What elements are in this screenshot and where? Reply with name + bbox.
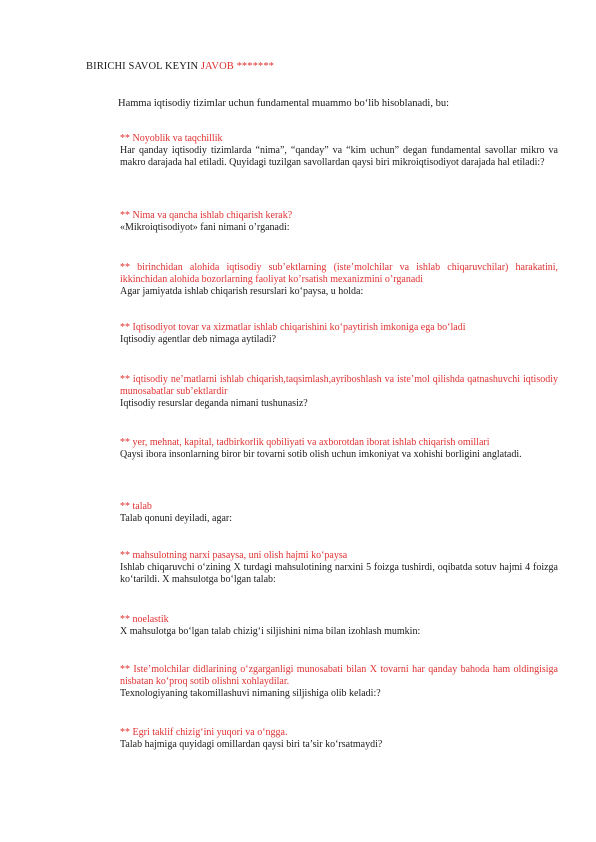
answer-text: ** noelastik xyxy=(120,614,169,625)
page-title xyxy=(86,61,274,72)
question-text: X mahsulotga bo‘lgan talab chizig‘i siljishini nima bilan izohlash mumkin: xyxy=(120,626,421,638)
answer-text: ** Noyoblik va taqchillik xyxy=(120,133,223,144)
question-text: Agar jamiyatda ishlab chiqarish resurslari ko‘paysa, u holda: xyxy=(120,286,364,298)
qa-block xyxy=(120,727,558,751)
answer-text: ** talab xyxy=(120,501,152,512)
qa-block xyxy=(120,550,558,587)
answer-text: ** Nima va qancha ishlab chiqarish kerak? xyxy=(120,210,293,221)
answer-text: ** yer, mehnat, kapital, tadbirkorlik qobiliyati va axborotdan iborat ishlab chiqarish omillari xyxy=(120,437,490,448)
answer-text: ** Iqtisodiyot tovar va xizmatlar ishlab chiqarishini ko‘paytirish imkoniga ega bo‘ladi xyxy=(120,322,466,333)
answer-text: ** birinchidan alohida iqtisodiy sub’ektlarning (iste’molchilar va ishlab chiqaruvchilar) harakatini, ikkinchidan alohida bozorlarning faoliyat ko’rsatish mexanizmini o’rganadi xyxy=(120,262,558,286)
qa-block xyxy=(120,374,558,411)
qa-block xyxy=(120,664,558,701)
question-text: Ishlab chiqaruvchi o‘zining X turdagi mahsulotining narxini 5 foizga tushirdi, oqibatda sotuv hajmi 4 foizga ko‘tarildi. X mahsulotga bo‘lgan talab: xyxy=(120,562,558,586)
qa-block xyxy=(120,614,558,638)
question-text: Talab hajmiga quyidagi omillardan qaysi biri ta’sir ko‘rsatmaydi? xyxy=(120,739,383,751)
title-highlight: JAVOB ******* xyxy=(200,61,275,72)
intro-question: Hamma iqtisodiy tizimlar uchun fundamental muammo bo‘lib hisoblanadi, bu: xyxy=(118,98,449,109)
qa-block xyxy=(120,501,558,525)
answer-text: ** iqtisodiy ne’matlarni ishlab chiqarish,taqsimlash,ayriboshlash va iste’mol qilishda qatnashuvchi iqtisodiy munosabatlar sub’ektlardir xyxy=(120,374,558,398)
qa-block xyxy=(120,437,558,461)
question-text: Qaysi ibora insonlarning biror bir tovarni sotib olish uchun imkoniyat va xohishi borligini anglatadi. xyxy=(120,449,522,461)
question-text: Har qanday iqtisodiy tizimlarda “nima”, “qanday” va “kim uchun” degan fundamental savollar mikro va makro darajada hal etiladi. Quyidagi tuzilgan savollardan qaysi biri mikroiqtisodiyot darajada hal etiladi:? xyxy=(120,145,558,169)
qa-block xyxy=(120,262,558,299)
answer-text: ** Iste’molchilar didlarining o‘zgarganligi munosabati bilan X tovarni har qanday bahoda ham oldingisiga nisbatan ko‘proq sotib olishni xohlaydilar. xyxy=(120,664,558,688)
question-text: Iqtisodiy agentlar deb nimaga aytiladi? xyxy=(120,334,277,346)
answer-text: ** Egri taklif chizig‘ini yuqori va o‘ngga. xyxy=(120,727,288,738)
qa-block xyxy=(120,133,558,170)
question-text: Iqtisodiy resurslar deganda nimani tushunasiz? xyxy=(120,398,308,410)
question-text: Texnologiyaning takomillashuvi nimaning siljishiga olib keladi:? xyxy=(120,688,381,700)
question-text: Talab qonuni deyiladi, agar: xyxy=(120,513,233,525)
title-prefix: BIRICHI SAVOL KEYIN xyxy=(86,61,201,72)
answer-text: ** mahsulotning narxi pasaysa, uni olish hajmi ko‘paysa xyxy=(120,550,348,561)
qa-block xyxy=(120,322,558,346)
qa-block xyxy=(120,210,558,234)
question-text: «Mikroiqtisodiyot» fani nimani o’rganadi: xyxy=(120,222,290,234)
